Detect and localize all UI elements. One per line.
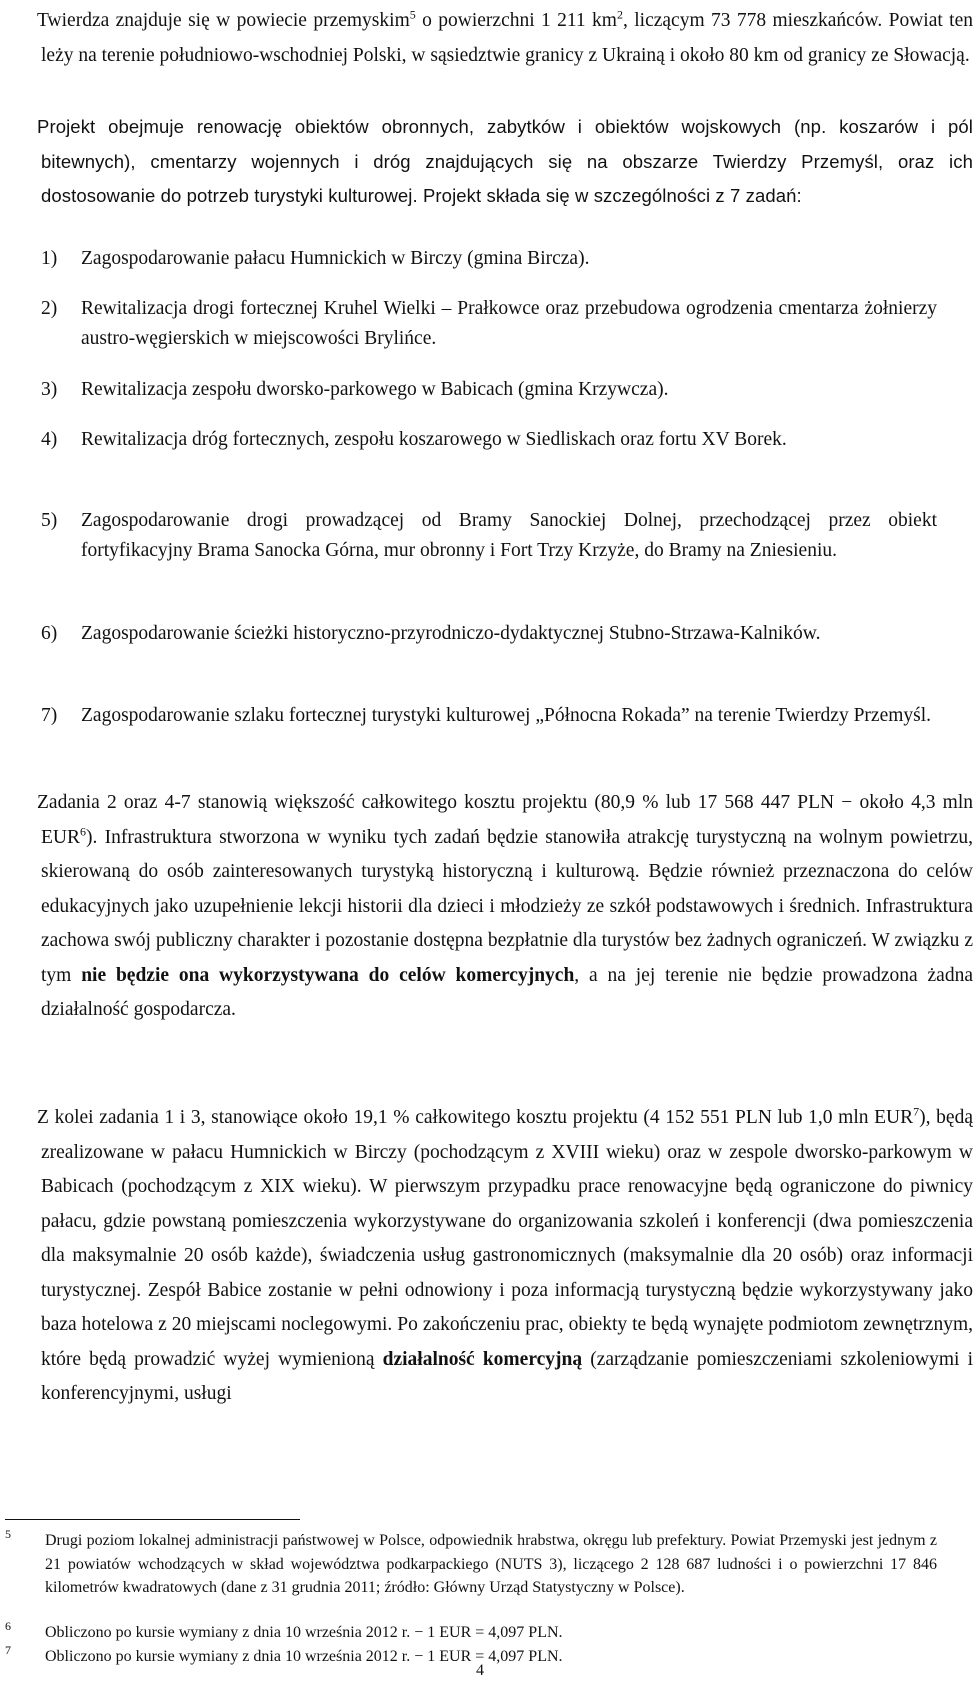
paragraph-19: [5, 1101, 973, 1412]
task-item: [41, 506, 937, 566]
footnote-ref: 7: [913, 1104, 920, 1119]
footnote: [5, 1529, 937, 1600]
task-item: [41, 244, 937, 274]
task-number: 1): [41, 248, 58, 269]
paragraph-number: [5, 110, 37, 145]
task-text: Rewitalizacja dróg fortecznych, zespołu koszarowego w Siedliskach oraz fortu XV Borek.: [81, 429, 787, 450]
footnote-number: 6: [5, 1619, 11, 1633]
paragraph-text: , a na jej terenie nie będzie prowadzona żadna działalność gospodarcza.: [41, 964, 973, 1020]
paragraph-text: o powierzchni 1 211 km: [415, 10, 617, 31]
task-text: Rewitalizacja drogi fortecznej Kruhel Wielki – Prałkowce oraz przebudowa ogrodzenia cmentarza żołnierzy austro-węgierskich w miejscowości Brylińce.: [81, 298, 937, 349]
paragraph-text: Twierdza znajduje się w powiecie przemyskim: [37, 10, 410, 31]
paragraph-number: [5, 786, 37, 821]
footnote-number: 7: [5, 1643, 11, 1657]
paragraph-17: [5, 110, 973, 214]
paragraph-16: [5, 4, 973, 73]
footnote-separator: [5, 1519, 300, 1520]
task-item: [41, 425, 937, 455]
emphasis-text: działalność komercyjną: [382, 1348, 583, 1370]
task-item: [41, 294, 937, 354]
task-number: 6): [41, 623, 58, 644]
footnote-text: Drugi poziom lokalnej administracji państwowej w Polsce, odpowiednik hrabstwa, okręgu lub prefektury. Powiat Przemyski jest jednym z 21 powiatów wchodzących w skład województwa podkarpackiego (NUTS 3), liczącego 2 128 687 ludności i o powierzchni 17 846 kilometrów kwadratowych (dane z 31 grudnia 2011; źródło: Główny Urząd Statystyczny w Polsce).: [45, 1532, 937, 1596]
superscript: 2: [616, 7, 623, 22]
footnote: [5, 1621, 937, 1645]
paragraph-text: Projekt obejmuje renowację obiektów obronnych, zabytków i obiektów wojskowych (np. koszarów i pól bitewnych), cmentarzy wojennych i dróg znajdujących się na obszarze Twierdzy Przemyśl, oraz ich dostosowanie do potrzeb turystyki kulturowej. Projekt składa się w szczególności z 7 zadań:: [37, 116, 973, 206]
paragraph-18: [5, 786, 973, 1028]
paragraph-number: [5, 4, 37, 39]
task-text: Zagospodarowanie ścieżki historyczno-przyrodniczo-dydaktycznej Stubno-Strzawa-Kalników.: [81, 623, 821, 644]
task-text: Rewitalizacja zespołu dworsko-parkowego w Babicach (gmina Krzywcza).: [81, 379, 669, 400]
footnote-ref: 6: [80, 824, 86, 838]
task-number: 3): [41, 379, 58, 400]
footnote-text: Obliczono po kursie wymiany z dnia 10 września 2012 r. − 1 EUR = 4,097 PLN.: [45, 1648, 563, 1665]
task-number: 2): [41, 298, 58, 319]
paragraph-text: ). Infrastruktura stworzona w wyniku tych zadań będzie stanowiła atrakcję turystyczną na wolnym powietrzu, skierowaną do osób zainteresowanych turystyką historyczną i kulturową. Będzie również przeznaczona do celów edukacyjnych jako uzupełnienie lekcji historii dla dzieci i młodzieży ze szkół podstawowych i średnich. Infrastruktura zachowa swój publiczny charakter i pozostanie dostępna bezpłatnie dla turystów bez żadnych ograniczeń. W związku z tym: [41, 826, 973, 986]
task-text: Zagospodarowanie drogi prowadzącej od Bramy Sanockiej Dolnej, przechodzącej przez obiekt fortyfikacyjny Brama Sanocka Górna, mur obronny i Fort Trzy Krzyże, do Bramy na Zniesieniu.: [81, 510, 937, 561]
paragraph-text: Z kolei zadania 1 i 3, stanowiące około 19,1 % całkowitego kosztu projektu (4 152 551 PLN lub 1,0 mln EUR: [37, 1107, 914, 1128]
task-item: [41, 619, 937, 649]
task-number: 4): [41, 429, 58, 450]
paragraph-text: (zarządzanie pomieszczeniami szkoleniowymi i konferencyjnymi, usługi: [41, 1348, 973, 1404]
paragraph-text: , liczącym 73 778 mieszkańców. Powiat ten leży na terenie południowo-wschodniej Polski, w sąsiedztwie granicy z Ukrainą i około 80 km od granicy ze Słowacją.: [41, 10, 973, 66]
task-text: Zagospodarowanie szlaku fortecznej turystyki kulturowej „Północna Rokada” na terenie Twierdzy Przemyśl.: [81, 705, 932, 726]
footnote-text: Obliczono po kursie wymiany z dnia 10 września 2012 r. − 1 EUR = 4,097 PLN.: [45, 1624, 563, 1641]
task-number: 5): [41, 510, 58, 531]
footnote-number: 5: [5, 1527, 11, 1541]
task-number: 7): [41, 705, 58, 726]
task-item: [41, 375, 937, 405]
paragraph-number: [5, 1101, 37, 1136]
page-number: 4: [476, 1662, 484, 1679]
footnote-ref: 5: [409, 7, 416, 22]
task-item: [41, 701, 937, 731]
task-text: Zagospodarowanie pałacu Humnickich w Birczy (gmina Bircza).: [81, 248, 590, 269]
emphasis-text: nie będzie ona wykorzystywana do celów komercyjnych: [81, 964, 575, 986]
paragraph-text: ), będą zrealizowane w pałacu Humnickich w Birczy (pochodzącym z XVIII wieku) oraz w zespole dworsko-parkowym w Babicach (pochodzącym z XIX wieku). W pierwszym przypadku prace renowacyjne będą ograniczone do piwnicy pałacu, gdzie powstaną pomieszczenia wykorzystywane do organizowania szkoleń i konferencji (dwa pomieszczenia dla maksymalnie 20 osób każde), świadczenia usług gastronomicznych (maksymalnie dla 20 osób) oraz informacji turystycznej. Zespół Babice zostanie w pełni odnowiony i poza informacją turystyczną będzie wykorzystywany jako baza hotelowa z 20 miejscami noclegowymi. Po zakończeniu prac, obiekty te będą wynajęte podmiotom zewnętrznym, które będą prowadzić wyżej wymienioną: [41, 1107, 973, 1370]
paragraph-text: Zadania 2 oraz 4-7 stanowią większość całkowitego kosztu projektu (80,9 % lub 17 568 447 PLN − około 4,3 mln EUR: [37, 792, 973, 848]
